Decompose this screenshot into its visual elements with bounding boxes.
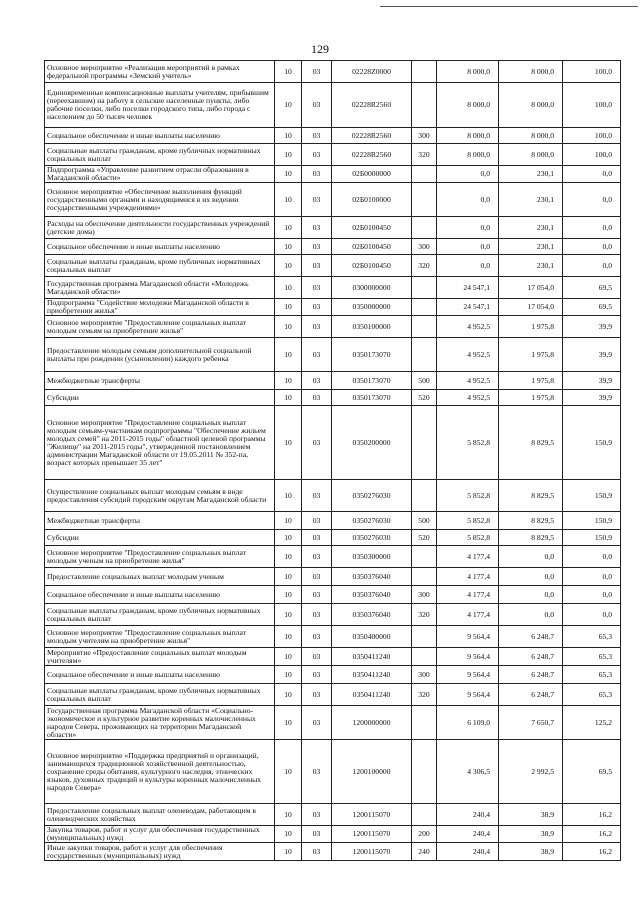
cell-plan: 4 952,5: [437, 372, 499, 390]
cell-fact: 8 829,5: [499, 512, 563, 530]
table-row: [45, 217, 621, 239]
cell-name: Субсидии: [45, 530, 275, 546]
cell-pct: 150,9: [563, 480, 621, 512]
cell-vr: 500: [412, 512, 437, 530]
cell-vr: 320: [412, 604, 437, 626]
cell-vr: 240: [412, 843, 437, 861]
cell-pr: 03: [302, 128, 332, 144]
cell-pct: 0,0: [563, 255, 621, 277]
cell-pct: 39,9: [563, 372, 621, 390]
cell-pct: 0,0: [563, 568, 621, 586]
table-row: [45, 546, 621, 568]
cell-plan: 4 952,5: [437, 390, 499, 406]
cell-pr: 03: [302, 239, 332, 255]
table-body: [45, 61, 621, 861]
cell-vr: [412, 406, 437, 480]
cell-csr: 0350200000: [332, 406, 412, 480]
cell-vr: 320: [412, 255, 437, 277]
cell-pr: 03: [302, 804, 332, 826]
cell-plan: 4 177,4: [437, 568, 499, 586]
table-row: [45, 239, 621, 255]
table-row: [45, 740, 621, 804]
cell-pr: 03: [302, 648, 332, 666]
table-row: [45, 843, 621, 861]
cell-vr: [412, 316, 437, 338]
top-rule: [380, 6, 638, 7]
cell-vr: 520: [412, 530, 437, 546]
cell-pct: 39,9: [563, 338, 621, 372]
cell-fact: 6 248,7: [499, 626, 563, 648]
cell-pr: 03: [302, 546, 332, 568]
cell-pct: 16,2: [563, 804, 621, 826]
cell-plan: 8 000,0: [437, 83, 499, 128]
table-row: [45, 299, 621, 316]
cell-fact: 1 975,8: [499, 372, 563, 390]
table-row: [45, 183, 621, 217]
cell-fact: 8 829,5: [499, 530, 563, 546]
cell-name: Социальные выплаты гражданам, кроме публичных нормативных социальных выплат: [45, 144, 275, 166]
cell-fact: 8 829,5: [499, 406, 563, 480]
cell-pct: 69,5: [563, 299, 621, 316]
table-row: [45, 480, 621, 512]
cell-plan: 9 564,4: [437, 648, 499, 666]
cell-rz: 10: [275, 843, 302, 861]
table-row: [45, 277, 621, 299]
cell-vr: 300: [412, 239, 437, 255]
cell-csr: 0350376040: [332, 604, 412, 626]
cell-csr: 1200115070: [332, 843, 412, 861]
cell-pct: 0,0: [563, 217, 621, 239]
cell-pct: 65,3: [563, 648, 621, 666]
cell-pct: 100,0: [563, 128, 621, 144]
cell-fact: 38,9: [499, 843, 563, 861]
cell-pct: 69,5: [563, 740, 621, 804]
cell-fact: 7 650,7: [499, 706, 563, 740]
cell-name: Социальные выплаты гражданам, кроме публичных нормативных социальных выплат: [45, 684, 275, 706]
table-row: [45, 61, 621, 83]
table-row: [45, 530, 621, 546]
cell-rz: 10: [275, 480, 302, 512]
table-row: [45, 166, 621, 183]
cell-name: Иные закупки товаров, работ и услуг для обеспечения государственных (муниципальных) нужд: [45, 843, 275, 861]
cell-name: Основное мероприятие "Предоставление социальных выплат молодым ученым на приобретение жилья": [45, 546, 275, 568]
cell-vr: [412, 480, 437, 512]
cell-name: Межбюджетные трансферты: [45, 512, 275, 530]
cell-name: Социальное обеспечение и иные выплаты населению: [45, 586, 275, 604]
cell-pct: 69,5: [563, 277, 621, 299]
cell-plan: 4 177,4: [437, 546, 499, 568]
cell-pr: 03: [302, 144, 332, 166]
cell-fact: 8 000,0: [499, 83, 563, 128]
cell-vr: [412, 546, 437, 568]
cell-pr: 03: [302, 480, 332, 512]
cell-csr: 0350411240: [332, 684, 412, 706]
cell-csr: 0350276030: [332, 480, 412, 512]
table-row: [45, 826, 621, 843]
cell-rz: 10: [275, 826, 302, 843]
cell-pr: 03: [302, 604, 332, 626]
cell-plan: 4 952,5: [437, 316, 499, 338]
table-row: [45, 406, 621, 480]
cell-vr: [412, 61, 437, 83]
table-row: [45, 706, 621, 740]
table-row: [45, 586, 621, 604]
cell-pct: 65,3: [563, 666, 621, 684]
cell-pr: 03: [302, 706, 332, 740]
cell-name: Социальное обеспечение и иные выплаты населению: [45, 239, 275, 255]
cell-vr: [412, 706, 437, 740]
cell-plan: 24 547,1: [437, 299, 499, 316]
table-row: [45, 390, 621, 406]
cell-csr: 02Б0100450: [332, 255, 412, 277]
cell-csr: 02Б0000000: [332, 166, 412, 183]
cell-pct: 0,0: [563, 604, 621, 626]
cell-fact: 38,9: [499, 826, 563, 843]
cell-csr: 0350276030: [332, 530, 412, 546]
cell-csr: 0350376040: [332, 568, 412, 586]
cell-vr: [412, 338, 437, 372]
cell-plan: 0,0: [437, 217, 499, 239]
cell-csr: 0350173070: [332, 390, 412, 406]
cell-pr: 03: [302, 372, 332, 390]
cell-pct: 16,2: [563, 843, 621, 861]
cell-plan: 24 547,1: [437, 277, 499, 299]
cell-plan: 9 564,4: [437, 666, 499, 684]
cell-csr: 1200115070: [332, 804, 412, 826]
cell-name: Предоставление социальных выплат молодым ученым: [45, 568, 275, 586]
cell-rz: 10: [275, 390, 302, 406]
cell-vr: 300: [412, 666, 437, 684]
table-row: [45, 316, 621, 338]
cell-csr: 0350276030: [332, 512, 412, 530]
cell-csr: 0350173070: [332, 338, 412, 372]
cell-fact: 1 975,8: [499, 390, 563, 406]
cell-fact: 6 248,7: [499, 666, 563, 684]
cell-name: Основное мероприятие "Предоставление социальных выплат молодым учителям на приобретение жилья": [45, 626, 275, 648]
page-number: 129: [311, 42, 329, 56]
cell-rz: 10: [275, 530, 302, 546]
table-row: [45, 804, 621, 826]
table-row: [45, 568, 621, 586]
table-row: [45, 666, 621, 684]
cell-fact: 8 829,5: [499, 480, 563, 512]
cell-pct: 0,0: [563, 546, 621, 568]
cell-pr: 03: [302, 512, 332, 530]
cell-pct: 39,9: [563, 316, 621, 338]
cell-fact: 2 992,5: [499, 740, 563, 804]
cell-pct: 0,0: [563, 586, 621, 604]
cell-name: Основное мероприятие "Предоставление социальных выплат молодым семьям-участникам подпрограммы "Обеспечение жильем молодых семей" на 2011-2015 годы" областной целевой программы "Жилище" на 2011-2015 годы", утвержденной постановлением администрации Магаданской области от 19.05.2011 № 352-па, возраст которых превышает 35 лет": [45, 406, 275, 480]
cell-fact: 1 975,8: [499, 338, 563, 372]
budget-table: [44, 60, 621, 861]
cell-csr: 1200100000: [332, 740, 412, 804]
cell-fact: 6 248,7: [499, 684, 563, 706]
cell-csr: 02228Z0000: [332, 61, 412, 83]
cell-rz: 10: [275, 586, 302, 604]
cell-vr: [412, 277, 437, 299]
cell-pr: 03: [302, 406, 332, 480]
cell-vr: [412, 740, 437, 804]
cell-rz: 10: [275, 546, 302, 568]
cell-rz: 10: [275, 239, 302, 255]
cell-rz: 10: [275, 626, 302, 648]
cell-plan: 4 952,5: [437, 338, 499, 372]
cell-csr: 02Б0100000: [332, 183, 412, 217]
cell-rz: 10: [275, 740, 302, 804]
cell-plan: 240,4: [437, 804, 499, 826]
cell-name: Основное мероприятие «Поддержка предприятий и организаций, занимающихся традиционной хозяйственной деятельностью, сохранение среды обитания, культурного наследия, этнических языков, духовных традиций и культуры коренных малочисленных народов Севера»: [45, 740, 275, 804]
cell-name: Основное мероприятие «Реализация мероприятий в рамках федеральной программы «Земский учитель»: [45, 61, 275, 83]
cell-vr: [412, 166, 437, 183]
cell-rz: 10: [275, 166, 302, 183]
cell-pr: 03: [302, 740, 332, 804]
cell-rz: 10: [275, 338, 302, 372]
cell-pct: 65,3: [563, 626, 621, 648]
cell-pct: 0,0: [563, 239, 621, 255]
cell-name: Государственная программа Магаданской области «Молодежь Магаданской области»: [45, 277, 275, 299]
cell-plan: 0,0: [437, 255, 499, 277]
cell-csr: 0350411240: [332, 666, 412, 684]
cell-csr: 02Б0100450: [332, 217, 412, 239]
cell-pct: 65,3: [563, 684, 621, 706]
table-row: [45, 372, 621, 390]
cell-csr: 02228R2560: [332, 144, 412, 166]
cell-pct: 150,9: [563, 530, 621, 546]
cell-plan: 0,0: [437, 183, 499, 217]
cell-name: Социальное обеспечение и иные выплаты населению: [45, 666, 275, 684]
cell-vr: [412, 804, 437, 826]
cell-name: Расходы на обеспечение деятельности государственных учреждений (детские дома): [45, 217, 275, 239]
cell-csr: 02228R2560: [332, 128, 412, 144]
cell-pr: 03: [302, 626, 332, 648]
cell-rz: 10: [275, 217, 302, 239]
cell-pct: 0,0: [563, 166, 621, 183]
cell-pct: 100,0: [563, 144, 621, 166]
cell-pct: 150,9: [563, 406, 621, 480]
cell-plan: 4 177,4: [437, 586, 499, 604]
cell-plan: 9 564,4: [437, 684, 499, 706]
cell-rz: 10: [275, 604, 302, 626]
cell-name: Мероприятие «Предоставление социальных выплат молодым учителям»: [45, 648, 275, 666]
cell-name: Закупка товаров, работ и услуг для обеспечения государственных (муниципальных) нужд: [45, 826, 275, 843]
cell-vr: [412, 299, 437, 316]
cell-rz: 10: [275, 568, 302, 586]
cell-csr: 0350100000: [332, 316, 412, 338]
cell-vr: 520: [412, 390, 437, 406]
cell-pct: 100,0: [563, 61, 621, 83]
cell-plan: 8 000,0: [437, 144, 499, 166]
cell-fact: 230,1: [499, 166, 563, 183]
cell-csr: 1200115070: [332, 826, 412, 843]
cell-vr: 320: [412, 684, 437, 706]
cell-pr: 03: [302, 183, 332, 217]
cell-pr: 03: [302, 166, 332, 183]
cell-rz: 10: [275, 255, 302, 277]
cell-rz: 10: [275, 666, 302, 684]
cell-name: Подпрограмма "Содействие молодежи Магаданской области в приобретении жилья": [45, 299, 275, 316]
cell-name: Подпрограмма «Управление развитием отрасли образования в Магаданской области»: [45, 166, 275, 183]
cell-pr: 03: [302, 530, 332, 546]
cell-fact: 230,1: [499, 239, 563, 255]
cell-vr: [412, 568, 437, 586]
cell-plan: 8 000,0: [437, 61, 499, 83]
cell-pr: 03: [302, 299, 332, 316]
cell-csr: 0350300000: [332, 546, 412, 568]
cell-plan: 8 000,0: [437, 128, 499, 144]
cell-csr: 02Б0100450: [332, 239, 412, 255]
cell-rz: 10: [275, 83, 302, 128]
cell-name: Осуществление социальных выплат молодым семьям в виде предоставления субсидий городским округам Магаданской области: [45, 480, 275, 512]
cell-pr: 03: [302, 338, 332, 372]
cell-fact: 0,0: [499, 604, 563, 626]
cell-rz: 10: [275, 804, 302, 826]
cell-pr: 03: [302, 390, 332, 406]
cell-name: Социальные выплаты гражданам, кроме публичных нормативных социальных выплат: [45, 255, 275, 277]
cell-rz: 10: [275, 277, 302, 299]
cell-pr: 03: [302, 843, 332, 861]
cell-pct: 16,2: [563, 826, 621, 843]
cell-pr: 03: [302, 684, 332, 706]
cell-name: Социальные выплаты гражданам, кроме публичных нормативных социальных выплат: [45, 604, 275, 626]
cell-pct: 150,9: [563, 512, 621, 530]
cell-pr: 03: [302, 83, 332, 128]
cell-vr: 200: [412, 826, 437, 843]
table-row: [45, 684, 621, 706]
cell-name: Предоставление молодым семьям дополнительной социальной выплаты при рождении (усыновлении) каждого ребенка: [45, 338, 275, 372]
cell-name: Основное мероприятие "Предоставление социальных выплат молодым семьям на приобретение жилья": [45, 316, 275, 338]
cell-plan: 240,4: [437, 843, 499, 861]
cell-plan: 5 852,8: [437, 512, 499, 530]
cell-rz: 10: [275, 183, 302, 217]
cell-csr: 0350000000: [332, 299, 412, 316]
cell-plan: 4 177,4: [437, 604, 499, 626]
table-row: [45, 144, 621, 166]
cell-csr: 0350173070: [332, 372, 412, 390]
cell-fact: 0,0: [499, 568, 563, 586]
cell-csr: 0350411240: [332, 648, 412, 666]
cell-name: Предоставление социальных выплат оленеводам, работающим в оленеводческих хозяйствах: [45, 804, 275, 826]
cell-pr: 03: [302, 217, 332, 239]
cell-pr: 03: [302, 568, 332, 586]
cell-fact: 38,9: [499, 804, 563, 826]
table-row: [45, 128, 621, 144]
cell-csr: 02228R2560: [332, 83, 412, 128]
cell-fact: 17 054,0: [499, 277, 563, 299]
cell-fact: 6 248,7: [499, 648, 563, 666]
cell-vr: 300: [412, 128, 437, 144]
cell-name: Межбюджетные трансферты: [45, 372, 275, 390]
cell-plan: 0,0: [437, 166, 499, 183]
cell-name: Единовременные компенсационные выплаты учителям, прибывшим (переехавшим) на работу в сельские населенные пункты, либо рабочие поселки, либо поселки городского типа, либо города с населением до 50 тысяч человек: [45, 83, 275, 128]
table-row: [45, 512, 621, 530]
cell-fact: 8 000,0: [499, 128, 563, 144]
cell-vr: [412, 217, 437, 239]
cell-csr: 0350376040: [332, 586, 412, 604]
cell-vr: [412, 626, 437, 648]
table-row: [45, 626, 621, 648]
cell-name: Государственная программа Магаданской области «Социально-экономическое и культурное развитие коренных малочисленных народов Севера, проживающих на территории Магаданской области»: [45, 706, 275, 740]
cell-pr: 03: [302, 586, 332, 604]
table-row: [45, 83, 621, 128]
cell-pr: 03: [302, 666, 332, 684]
cell-csr: 0350400000: [332, 626, 412, 648]
cell-plan: 6 109,0: [437, 706, 499, 740]
cell-fact: 0,0: [499, 546, 563, 568]
table-row: [45, 648, 621, 666]
table-row: [45, 255, 621, 277]
cell-name: Субсидии: [45, 390, 275, 406]
cell-vr: [412, 648, 437, 666]
cell-pr: 03: [302, 255, 332, 277]
cell-vr: 500: [412, 372, 437, 390]
cell-fact: 230,1: [499, 183, 563, 217]
cell-fact: 17 054,0: [499, 299, 563, 316]
cell-plan: 240,4: [437, 826, 499, 843]
cell-fact: 230,1: [499, 217, 563, 239]
cell-rz: 10: [275, 128, 302, 144]
cell-fact: 8 000,0: [499, 61, 563, 83]
cell-pct: 125,2: [563, 706, 621, 740]
cell-plan: 5 852,8: [437, 480, 499, 512]
cell-name: Социальное обеспечение и иные выплаты населению: [45, 128, 275, 144]
cell-rz: 10: [275, 61, 302, 83]
cell-fact: 8 000,0: [499, 144, 563, 166]
cell-rz: 10: [275, 316, 302, 338]
cell-plan: 0,0: [437, 239, 499, 255]
cell-plan: 9 564,4: [437, 626, 499, 648]
cell-rz: 10: [275, 684, 302, 706]
cell-name: Основное мероприятие «Обеспечение выполнения функций государственными органами и находящимися в их ведении государственными учреждениями»: [45, 183, 275, 217]
cell-fact: 1 975,8: [499, 316, 563, 338]
cell-rz: 10: [275, 144, 302, 166]
cell-pr: 03: [302, 316, 332, 338]
cell-rz: 10: [275, 706, 302, 740]
cell-rz: 10: [275, 648, 302, 666]
cell-vr: [412, 83, 437, 128]
cell-csr: 0300000000: [332, 277, 412, 299]
cell-plan: 5 852,8: [437, 406, 499, 480]
cell-pr: 03: [302, 826, 332, 843]
table-row: [45, 604, 621, 626]
cell-plan: 4 306,5: [437, 740, 499, 804]
cell-pr: 03: [302, 277, 332, 299]
cell-pct: 39,9: [563, 390, 621, 406]
cell-rz: 10: [275, 406, 302, 480]
cell-rz: 10: [275, 512, 302, 530]
cell-csr: 1200000000: [332, 706, 412, 740]
cell-rz: 10: [275, 372, 302, 390]
cell-vr: [412, 183, 437, 217]
cell-rz: 10: [275, 299, 302, 316]
cell-vr: 300: [412, 586, 437, 604]
cell-plan: 5 852,8: [437, 530, 499, 546]
table-row: [45, 338, 621, 372]
cell-fact: 0,0: [499, 586, 563, 604]
cell-pct: 100,0: [563, 83, 621, 128]
cell-pr: 03: [302, 61, 332, 83]
cell-pct: 0,0: [563, 183, 621, 217]
cell-vr: 320: [412, 144, 437, 166]
cell-fact: 230,1: [499, 255, 563, 277]
